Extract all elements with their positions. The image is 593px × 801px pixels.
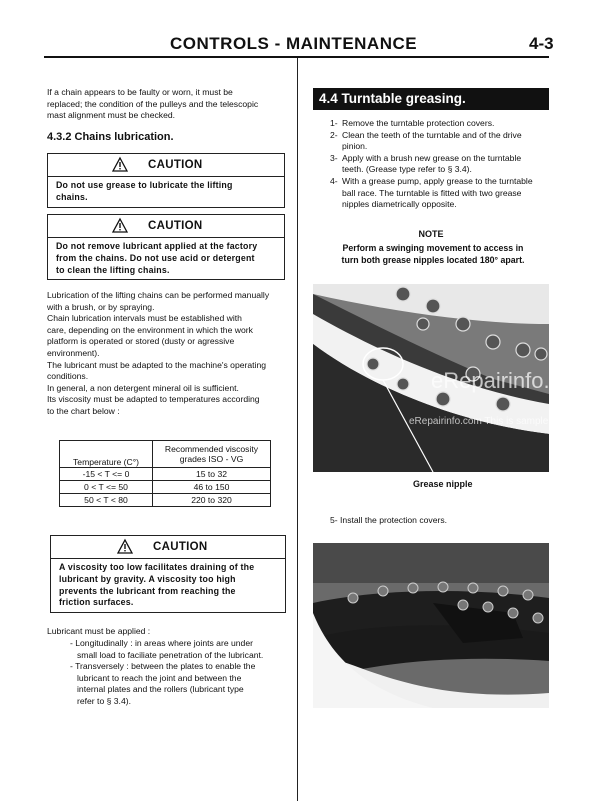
step-line: Install the protection covers. (340, 515, 448, 525)
table-cell-visc: 220 to 320 (153, 494, 271, 507)
applied-line: - Longitudinally : in areas where joints are under (70, 638, 253, 648)
step-number: 2- (330, 129, 338, 140)
caution-line: Do not remove lubricant applied at the factory (56, 241, 258, 251)
viscosity-table (59, 440, 271, 507)
caution-text (48, 238, 284, 279)
caution-label: CAUTION (148, 159, 203, 171)
step-line: teeth. (Grease type refer to § 3.4). (342, 164, 472, 175)
table-cell-temp: 50 < T < 80 (60, 494, 153, 507)
caution-text (51, 559, 285, 612)
caution-box-3 (50, 535, 286, 613)
table-cell-temp: 0 < T <= 50 (60, 481, 153, 494)
caution-box-2 (47, 214, 285, 280)
list-item (330, 176, 552, 211)
table-header-viscosity (153, 441, 271, 468)
watermark-text: eRepairinfo.com (431, 368, 592, 393)
body-line: Lubrication of the lifting chains can be performed manually (47, 290, 270, 300)
step-line: pinion. (342, 141, 368, 152)
caution-header (51, 536, 285, 559)
lubrication-body-text (47, 290, 287, 418)
body-line: care, depending on the environment in which the work (47, 324, 253, 335)
warning-triangle-icon (112, 157, 128, 172)
intro-line: If a chain appears to be faulty or worn, it must be (47, 87, 233, 97)
header-line: Recommended viscosity (164, 444, 259, 454)
page-header-title: CONTROLS - MAINTENANCE (170, 34, 418, 53)
list-item (330, 118, 552, 130)
intro-paragraph (47, 87, 283, 122)
table-cell-temp: -15 < T <= 0 (60, 468, 153, 481)
body-line: In general, a non detergent mineral oil is sufficient. (47, 382, 239, 393)
caution-line: chains. (56, 191, 88, 202)
step-line: nipples diametrically opposite. (342, 199, 457, 210)
table-row (60, 481, 271, 494)
section-title: 4.4 Turntable greasing. (313, 88, 549, 110)
step-number: 4- (330, 175, 338, 186)
table-header-row (60, 441, 271, 468)
turntable-photo-2 (313, 543, 549, 708)
note-line: turn both grease nipples located 180° apart. (341, 255, 525, 265)
applied-line: - Transversely : between the plates to enable the (70, 661, 256, 672)
turntable-illustration-1 (313, 284, 592, 472)
warning-triangle-icon (117, 539, 133, 554)
caution-label: CAUTION (153, 541, 208, 553)
caution-line: from the chains. Do not use acid or detergent (56, 252, 255, 263)
step-number: 1- (330, 118, 338, 128)
page-number: 4-3 (529, 34, 554, 53)
applied-line: internal plates and the rollers (lubricant type (77, 684, 244, 695)
note-label: NOTE (418, 229, 444, 239)
list-item (330, 153, 552, 176)
table-row (60, 468, 271, 481)
steps-list (330, 118, 552, 211)
step-line: ball race. The turntable is fitted with two grease (342, 187, 522, 198)
step-line: Clean the teeth of the turntable and of the drive (342, 129, 522, 140)
step-line: Apply with a brush new grease on the turntable (342, 152, 522, 163)
body-line: environment). (47, 347, 100, 358)
photo-caption-grease-nipple: Grease nipple (413, 479, 473, 489)
body-line: conditions. (47, 371, 89, 382)
applied-line: small load to faciliate penetration of the lubricant. (77, 649, 264, 660)
caution-line: Do not use grease to lubricate the lifting (56, 180, 233, 190)
body-line: Chain lubrication intervals must be established with (47, 313, 242, 324)
applied-line: lubricant to reach the joint and between the (77, 672, 242, 683)
body-line: with a brush, or by spraying. (47, 301, 155, 312)
caution-box-1 (47, 153, 285, 208)
turntable-photo-1 (313, 284, 592, 472)
caution-text (48, 177, 284, 207)
caution-header (48, 215, 284, 238)
caution-line: A viscosity too low facilitates draining of the (59, 562, 255, 572)
warning-triangle-icon (112, 218, 128, 233)
step-line: With a grease pump, apply grease to the turntable (342, 175, 533, 186)
intro-line: mast alignment must be checked. (47, 110, 176, 121)
table-cell-visc: 46 to 150 (153, 481, 271, 494)
subheading-chains-lubrication: 4.3.2 Chains lubrication. (47, 131, 174, 143)
note-text (318, 242, 548, 266)
table-cell-visc: 15 to 32 (153, 468, 271, 481)
step-5 (330, 515, 447, 527)
step-line: Remove the turntable protection covers. (342, 118, 495, 128)
body-line: Its viscosity must be adapted to temperatures according (47, 394, 260, 405)
intro-line: replaced; the condition of the pulleys and the telescopic (47, 98, 259, 109)
applied-label: Lubricant must be applied : (47, 626, 151, 636)
applied-list (70, 638, 285, 708)
body-line: The lubricant must be adapted to the machine's operating (47, 359, 267, 370)
list-item (330, 130, 552, 153)
turntable-illustration-2 (313, 543, 549, 708)
header-line: grades ISO - VG (179, 454, 244, 464)
step-number: 5- (330, 515, 338, 525)
caution-line: to clean the lifting chains. (56, 264, 170, 275)
body-line: platform is operated or stored (dusty or agressive (47, 336, 235, 347)
caution-label: CAUTION (148, 220, 203, 232)
caution-line: lubricant by gravity. A viscosity too high (59, 573, 236, 584)
watermark-text: eRepairinfo.com This is sample (409, 416, 549, 427)
table-header-temperature: Temperature (C°) (60, 441, 153, 468)
caution-header (48, 154, 284, 177)
step-number: 3- (330, 152, 338, 163)
caution-line: friction surfaces. (59, 597, 134, 608)
caution-line: prevents the lubricant from reaching the (59, 585, 236, 596)
applied-line: refer to § 3.4). (77, 695, 131, 706)
table-row (60, 494, 271, 507)
column-divider (297, 58, 298, 801)
body-line: to the chart below : (47, 405, 120, 416)
note-line: Perform a swinging movement to access in (342, 243, 524, 253)
